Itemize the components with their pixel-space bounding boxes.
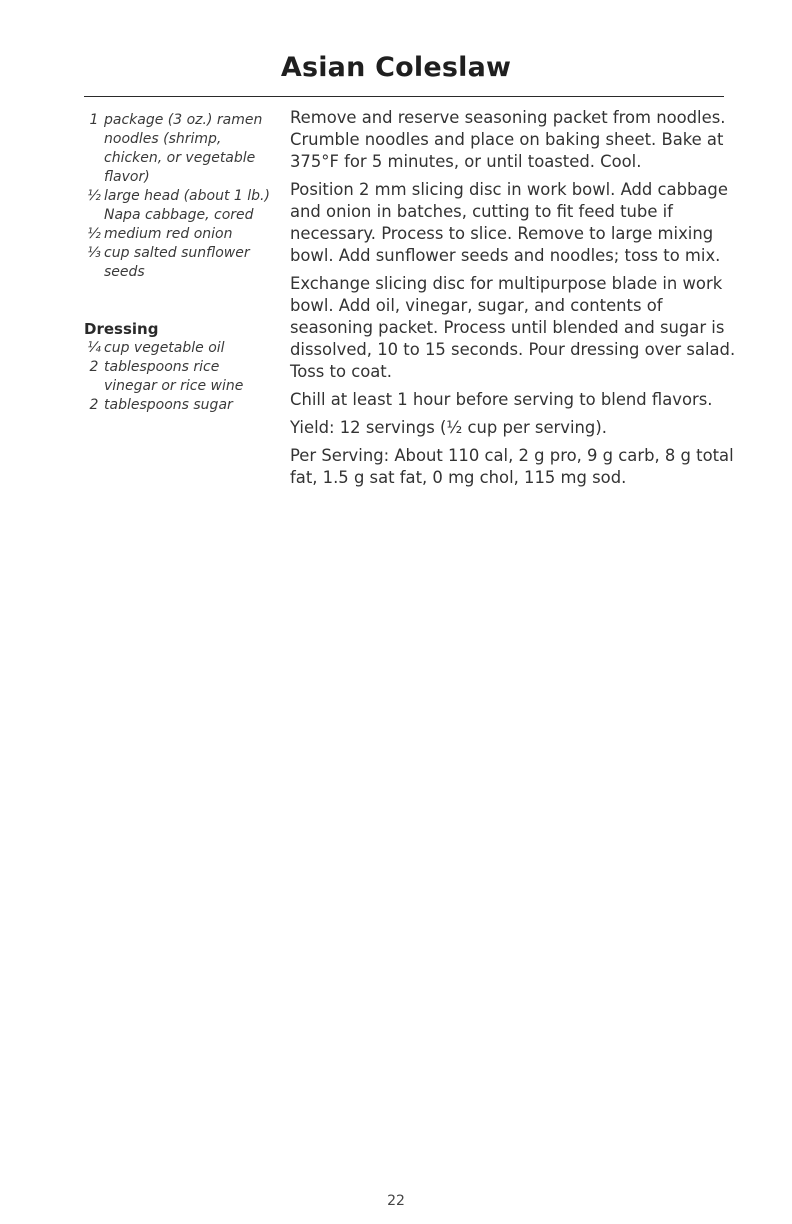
ingredient-description: tablespoons sugar (104, 397, 233, 413)
dressing-item (84, 339, 274, 358)
ingredient-quantity: 1 (89, 112, 99, 128)
dressing-item (84, 396, 274, 415)
direction-step: Chill at least 1 hour before serving to blend flavors. (290, 390, 713, 409)
ingredient-quantity: 2 (89, 359, 99, 375)
ingredient-description: large head (about 1 lb.) Napa cabbage, cored (104, 188, 270, 223)
ingredient-description: cup salted sunflower seeds (104, 245, 250, 280)
ingredient-description: package (3 oz.) ramen noodles (shrimp, chicken, or vegetable flavor) (104, 112, 263, 185)
ingredients-list (84, 111, 274, 415)
ingredient-description: cup vegetable oil (104, 340, 225, 356)
ingredient-quantity: ¼ (87, 340, 101, 356)
ingredient-quantity: 2 (89, 397, 99, 413)
ingredient-description: medium red onion (104, 226, 233, 242)
direction-step: Exchange slicing disc for multipurpose blade in work bowl. Add oil, vinegar, sugar, and contents of seasoning packet. Process until blended and sugar is dissolved, 10 to 15 seconds. Pour dressing over salad. Toss to coat. (290, 274, 736, 381)
ingredient-quantity: ⅓ (87, 245, 101, 261)
direction-step: Position 2 mm slicing disc in work bowl. Add cabbage and onion in batches, cutting to fit feed tube if necessary. Process to slice. Remove to large mixing bowl. Add sunflower seeds and noodles; toss to mix. (290, 180, 728, 265)
ingredient-item (84, 111, 274, 187)
directions (290, 107, 740, 495)
nutrition-text: Per Serving: About 110 cal, 2 g pro, 9 g carb, 8 g total fat, 1.5 g sat fat, 0 mg chol, 115 mg sod. (290, 446, 734, 487)
dressing-item (84, 358, 274, 396)
page-title: Asian Coleslaw (280, 52, 512, 83)
ingredient-quantity: ½ (87, 188, 101, 204)
ingredient-item (84, 187, 274, 225)
yield-text: Yield: 12 servings (½ cup per serving). (290, 418, 607, 437)
page-number: 22 (387, 1193, 405, 1209)
ingredient-item (84, 225, 274, 244)
direction-step: Remove and reserve seasoning packet from noodles. Crumble noodles and place on baking sheet. Bake at 375°F for 5 minutes, or until toasted. Cool. (290, 108, 726, 171)
title-divider (84, 96, 724, 97)
ingredient-quantity: ½ (87, 226, 101, 242)
ingredient-description: tablespoons rice vinegar or rice wine (104, 359, 244, 394)
dressing-heading: Dressing (84, 320, 159, 338)
ingredient-item (84, 244, 274, 282)
